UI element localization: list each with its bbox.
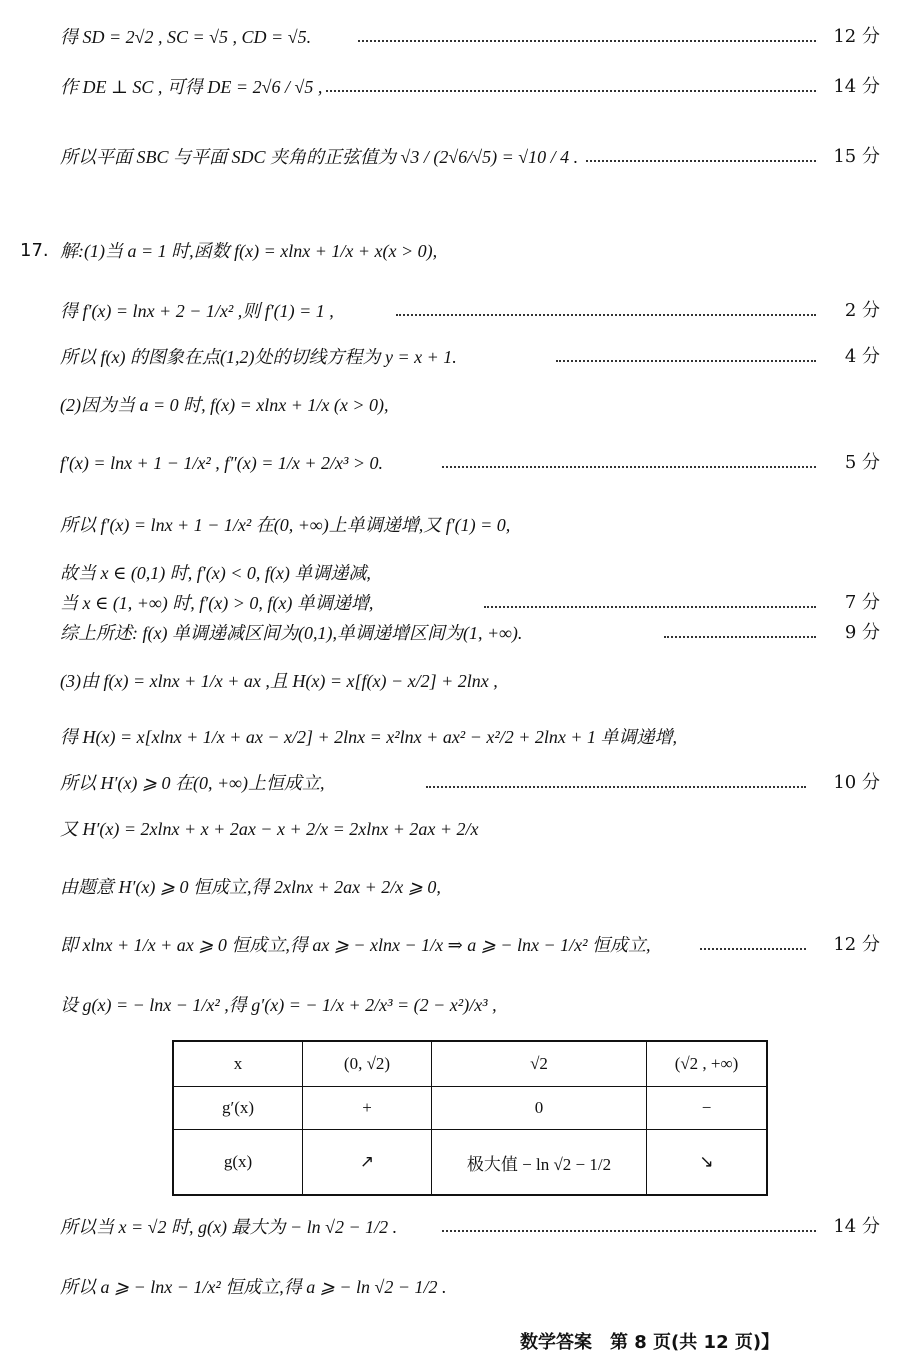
dot-leader — [484, 606, 816, 608]
monotonicity-table — [172, 1040, 768, 1196]
line-text: (2)因为当 a = 0 时, f(x) = xlnx + 1/x (x > 0), — [60, 395, 389, 415]
line-text: 设 g(x) = − lnx − 1/x² ,得 g′(x) = − 1/x + 2/x³ = (2 − x²)/x³ , — [60, 995, 497, 1015]
line-text: 作 DE ⊥ SC , 可得 DE = 2√6 / √5 , — [60, 77, 323, 97]
line-text: 所以 f(x) 的图象在点(1,2)处的切线方程为 y = x + 1. — [60, 347, 457, 367]
dot-leader — [358, 40, 816, 42]
table-cell: 0 — [432, 1087, 647, 1130]
line-text: 解:(1)当 a = 1 时,函数 f(x) = xlnx + 1/x + x(x > 0), — [60, 241, 438, 261]
table-row — [173, 1130, 767, 1196]
score: 7 分 — [844, 592, 880, 613]
score: 4 分 — [844, 346, 880, 367]
table-cell: x — [173, 1041, 303, 1087]
dot-leader — [556, 360, 816, 362]
table-cell: (0, √2) — [303, 1041, 432, 1087]
page-footer: 数学答案 第 8 页(共 12 页)】 — [520, 1332, 780, 1353]
table-cell: g(x) — [173, 1130, 303, 1196]
line-text: 故当 x ∈ (0,1) 时, f′(x) < 0, f(x) 单调递减, — [60, 563, 371, 583]
line-text: 所以平面 SBC 与平面 SDC 夹角的正弦值为 √3 / (2√6/√5) = √10 / 4 . — [60, 147, 579, 167]
line-text: f′(x) = lnx + 1 − 1/x² , f″(x) = 1/x + 2/x³ > 0. — [60, 453, 384, 473]
line-text: 得 f′(x) = lnx + 2 − 1/x² ,则 f′(1) = 1 , — [60, 301, 334, 321]
table-cell: + — [303, 1087, 432, 1130]
question-number: 17. — [20, 240, 49, 261]
score: 15 分 — [833, 146, 880, 167]
score: 12 分 — [833, 26, 880, 47]
table-header-row — [173, 1041, 767, 1087]
dot-leader — [700, 948, 806, 950]
line-text: 所以当 x = √2 时, g(x) 最大为 − ln √2 − 1/2 . — [60, 1217, 398, 1237]
table-cell: ↘ — [647, 1130, 768, 1196]
line-text: (3)由 f(x) = xlnx + 1/x + ax ,且 H(x) = x[f(x) − x/2] + 2lnx , — [60, 671, 498, 691]
line-text: 又 H′(x) = 2xlnx + x + 2ax − x + 2/x = 2xlnx + 2ax + 2/x — [60, 819, 479, 839]
line-text: 即 xlnx + 1/x + ax ⩾ 0 恒成立,得 ax ⩾ − xlnx − 1/x ⇒ a ⩾ − lnx − 1/x² 恒成立, — [60, 935, 651, 955]
table-row — [173, 1087, 767, 1130]
score: 2 分 — [844, 300, 880, 321]
line-text: 得 H(x) = x[xlnx + 1/x + ax − x/2] + 2lnx = x²lnx + ax² − x²/2 + 2lnx + 1 单调递增, — [60, 727, 678, 747]
line-text: 所以 a ⩾ − lnx − 1/x² 恒成立,得 a ⩾ − ln √2 − 1/2 . — [60, 1277, 447, 1297]
score: 14 分 — [833, 1216, 880, 1237]
table-cell: ↗ — [303, 1130, 432, 1196]
line-text: 当 x ∈ (1, +∞) 时, f′(x) > 0, f(x) 单调递增, — [60, 593, 374, 613]
table-cell: − — [647, 1087, 768, 1130]
table-cell: 极大值 − ln √2 − 1/2 — [432, 1130, 647, 1196]
table-cell: √2 — [432, 1041, 647, 1087]
line-text: 得 SD = 2√2 , SC = √5 , CD = √5. — [60, 27, 312, 47]
score: 5 分 — [844, 452, 880, 473]
table-cell: g′(x) — [173, 1087, 303, 1130]
table-cell: (√2 , +∞) — [647, 1041, 768, 1087]
dot-leader — [326, 90, 816, 92]
line-text: 由题意 H′(x) ⩾ 0 恒成立,得 2xlnx + 2ax + 2/x ⩾ 0, — [60, 877, 441, 897]
line-text: 所以 f′(x) = lnx + 1 − 1/x² 在(0, +∞)上单调递增,又 f′(1) = 0, — [60, 515, 511, 535]
score: 14 分 — [833, 76, 880, 97]
line-text: 综上所述: f(x) 单调递减区间为(0,1),单调递增区间为(1, +∞). — [60, 623, 523, 643]
score: 12 分 — [833, 934, 880, 955]
score: 9 分 — [844, 622, 880, 643]
line-text: 所以 H′(x) ⩾ 0 在(0, +∞)上恒成立, — [60, 773, 325, 793]
dot-leader — [442, 466, 816, 468]
dot-leader — [426, 786, 806, 788]
dot-leader — [586, 160, 816, 162]
dot-leader — [442, 1230, 816, 1232]
score: 10 分 — [833, 772, 880, 793]
dot-leader — [664, 636, 816, 638]
dot-leader — [396, 314, 816, 316]
